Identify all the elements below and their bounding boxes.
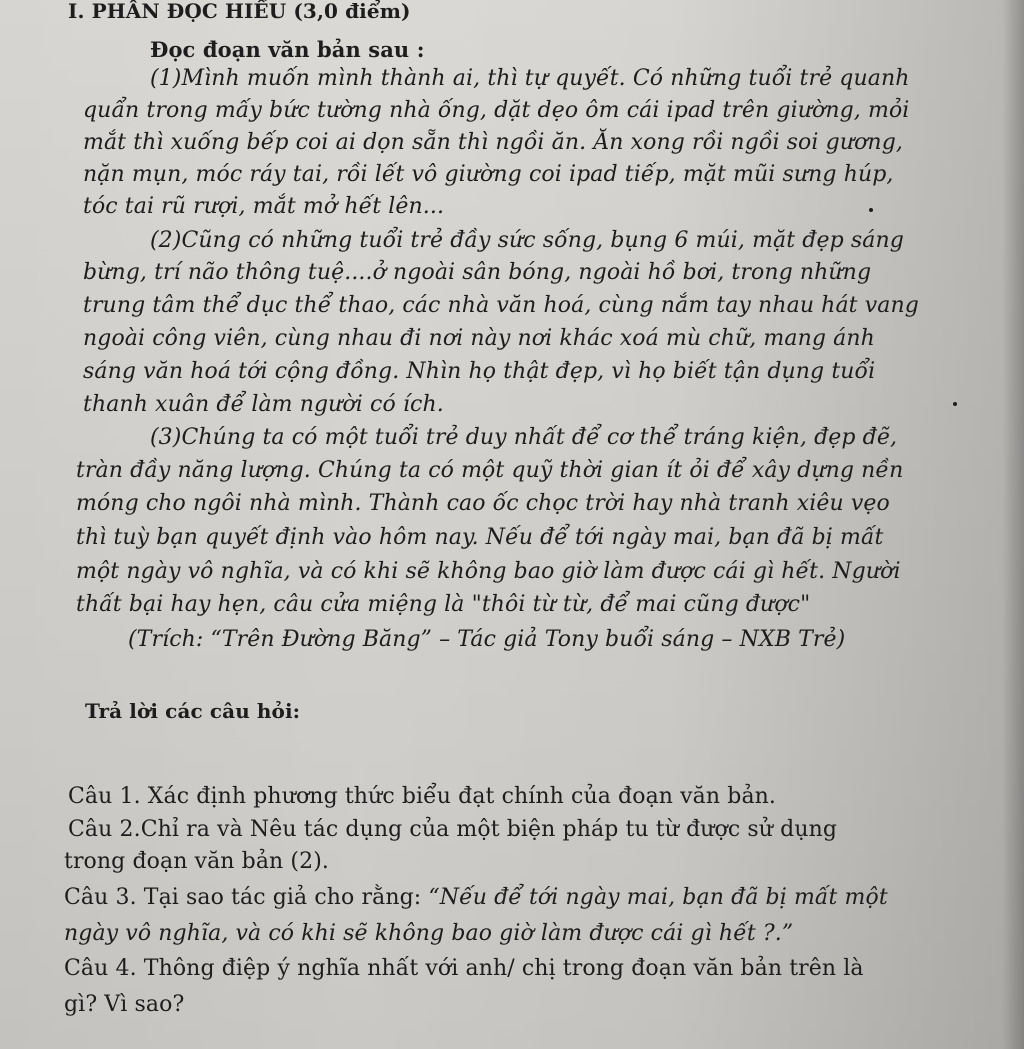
reading-instruction: Đọc đoạn văn bản sau : <box>150 37 425 62</box>
ink-dot <box>869 208 873 212</box>
passage-line: (1)Mình muốn mình thành ai, thì tự quyết. Có những tuổi trẻ quanh <box>150 66 910 91</box>
question-2-line-1: Câu 2.Chỉ ra và Nêu tác dụng của một biện pháp tu từ được sử dụng <box>68 817 838 842</box>
passage-line: sáng văn hoá tới cộng đồng. Nhìn họ thật đẹp, vì họ biết tận dụng tuổi <box>83 359 876 384</box>
passage-line: thất bại hay hẹn, câu cửa miệng là "thôi từ từ, để mai cũng được" <box>76 592 811 617</box>
answer-heading: Trả lời các câu hỏi: <box>85 699 301 723</box>
passage-line: tóc tai rũ rượi, mắt mở hết lên... <box>83 194 445 219</box>
passage-line: tràn đầy năng lượng. Chúng ta có một quỹ thời gian ít ỏi để xây dựng nền <box>76 458 904 483</box>
question-2-line-2: trong đoạn văn bản (2). <box>64 849 329 874</box>
passage-line: (3)Chúng ta có một tuổi trẻ duy nhất để cơ thể tráng kiện, đẹp đẽ, <box>150 425 898 450</box>
passage-line: mắt thì xuống bếp coi ai dọn sẵn thì ngồi ăn. Ăn xong rồi ngồi soi gương, <box>83 130 903 155</box>
passage-line: thanh xuân để làm người có ích. <box>83 392 444 417</box>
passage-line: trung tâm thể dục thể thao, các nhà văn hoá, cùng nắm tay nhau hát vang <box>83 293 919 318</box>
question-1: Câu 1. Xác định phương thức biểu đạt chính của đoạn văn bản. <box>68 784 777 809</box>
section-title: I. PHẦN ĐỌC HIỂU (3,0 điểm) <box>68 0 411 23</box>
ink-dot <box>953 402 957 406</box>
question-3-prefix: Câu 3. Tại sao tác giả cho rằng: <box>64 885 429 910</box>
question-3-line-2: ngày vô nghĩa, và có khi sẽ không bao giờ làm được cái gì hết ?.” <box>64 921 794 946</box>
passage-line: một ngày vô nghĩa, và có khi sẽ không bao giờ làm được cái gì hết. Người <box>76 559 901 584</box>
passage-line: (2)Cũng có những tuổi trẻ đầy sức sống, bụng 6 múi, mặt đẹp sáng <box>150 228 904 253</box>
question-3-line-1 <box>64 886 888 910</box>
page-shadow <box>1002 0 1024 1049</box>
passage-line: thì tuỳ bạn quyết định vào hôm nay. Nếu để tới ngày mai, bạn đã bị mất <box>76 525 884 550</box>
question-4-line-1: Câu 4. Thông điệp ý nghĩa nhất với anh/ chị trong đoạn văn bản trên là <box>64 956 864 981</box>
passage-line: bừng, trí não thông tuệ....ở ngoài sân bóng, ngoài hồ bơi, trong những <box>83 260 872 285</box>
question-4-line-2: gì? Vì sao? <box>64 992 185 1017</box>
passage-line: quẩn trong mấy bức tường nhà ống, dặt dẹo ôm cái ipad trên giường, mỏi <box>83 98 910 123</box>
passage-source: (Trích: “Trên Đường Băng” – Tác giả Tony buổi sáng – NXB Trẻ) <box>128 627 846 652</box>
passage-line: nặn mụn, móc ráy tai, rồi lết vô giường coi ipad tiếp, mặt mũi sưng húp, <box>83 162 894 187</box>
question-3-quote-start: “Nếu để tới ngày mai, bạn đã bị mất một <box>428 885 888 910</box>
passage-line: móng cho ngôi nhà mình. Thành cao ốc chọc trời hay nhà tranh xiêu vẹo <box>76 491 890 516</box>
passage-line: ngoài công viên, cùng nhau đi nơi này nơi khác xoá mù chữ, mang ánh <box>83 326 875 351</box>
